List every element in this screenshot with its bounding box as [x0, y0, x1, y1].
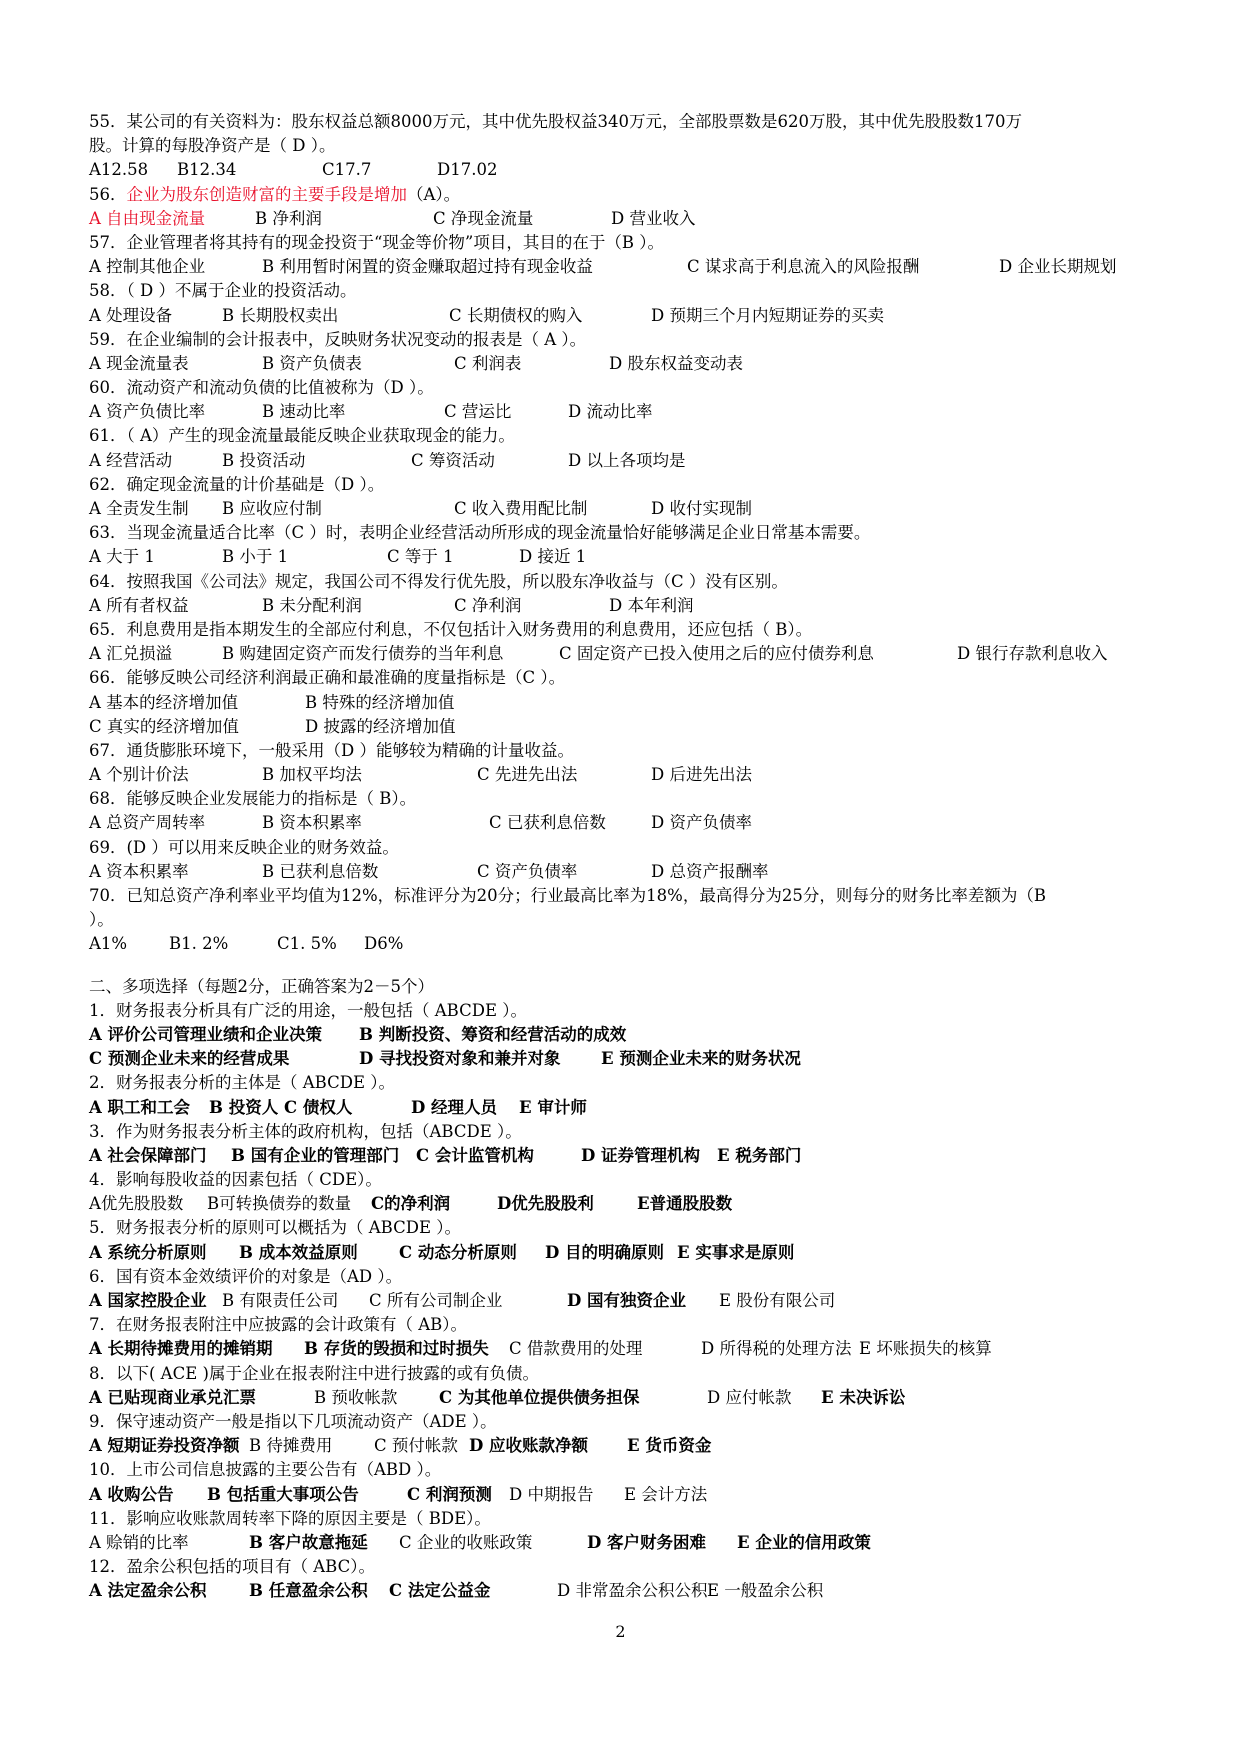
- text-segment: C 所有公司制企业: [369, 1291, 503, 1310]
- text-line: [89, 279, 1169, 303]
- text-segment: C 先进先出法: [477, 765, 578, 785]
- text-line: [89, 1192, 1169, 1216]
- text-segment: B 小于 1: [222, 547, 289, 567]
- text-segment: D 证券管理机构: [581, 1145, 701, 1165]
- text-segment: B 利用暂时闲置的资金赚取超过持有现金收益: [262, 257, 593, 277]
- text-segment: A 处理设备: [89, 305, 173, 325]
- text-segment: B 长期股权卖出: [222, 305, 339, 325]
- text-segment: D 流动比率: [568, 402, 653, 422]
- text-segment: 5．财务报表分析的原则可以概括为（ ABCDE ）。: [89, 1218, 461, 1238]
- text-segment: B可转换债券的数量: [207, 1194, 352, 1214]
- text-line: [89, 545, 1169, 569]
- text-line: [89, 618, 1169, 642]
- text-line: [89, 376, 1169, 400]
- text-line: [89, 932, 1169, 956]
- text-line: [89, 1362, 1169, 1386]
- text-line: [89, 207, 1169, 231]
- text-segment: B 净利润: [255, 208, 322, 228]
- text-segment: E 股份有限公司: [719, 1291, 836, 1310]
- text-line: [89, 1483, 1169, 1507]
- text-line: [89, 183, 1169, 207]
- text-segment: E 税务部门: [717, 1145, 802, 1165]
- text-line: [89, 328, 1169, 352]
- text-segment: 股。计算的每股净资产是（ D ）。: [89, 136, 336, 156]
- text-line: [89, 763, 1169, 787]
- text-segment: E 货币资金: [627, 1436, 712, 1456]
- text-segment: E 企业的信用政策: [737, 1532, 871, 1552]
- text-segment: B 预收帐款: [314, 1387, 398, 1407]
- text-line: [89, 975, 1169, 999]
- text-line: [89, 666, 1169, 690]
- text-segment: B 速动比率: [262, 402, 346, 422]
- text-segment: A 系统分析原则: [89, 1242, 207, 1262]
- text-segment: 58．（ D ）不属于企业的投资活动。: [89, 281, 357, 301]
- text-line: [89, 1241, 1169, 1265]
- text-segment: A 基本的经济增加值: [89, 692, 239, 712]
- text-segment: B 加权平均法: [262, 765, 362, 785]
- text-segment: A 国家控股企业: [89, 1291, 207, 1310]
- text-line: [89, 570, 1169, 594]
- text-line: [89, 811, 1169, 835]
- text-segment: A 收购公告: [89, 1484, 174, 1504]
- text-segment: A1%: [89, 934, 128, 954]
- text-segment: D 总资产报酬率: [651, 861, 769, 881]
- text-line: [89, 1386, 1169, 1410]
- text-line: [89, 908, 1169, 932]
- text-segment: B 投资人: [209, 1097, 279, 1117]
- text-segment: ）。: [89, 910, 114, 930]
- document-body: [89, 110, 1169, 1603]
- text-line: [89, 884, 1169, 908]
- text-segment: C 长期债权的购入: [449, 305, 583, 325]
- text-segment: D优先股股利: [497, 1194, 594, 1214]
- text-segment: 66．能够反映公司经济利润最正确和最准确的度量指标是（C ）。: [89, 668, 566, 688]
- text-segment: C 利润预测: [407, 1484, 492, 1504]
- text-segment: D17.02: [437, 160, 498, 180]
- text-segment: C 借款费用的处理: [509, 1339, 643, 1359]
- text-segment: 8．以下( ACE )属于企业在报表附注中进行披露的或有负债。: [89, 1363, 539, 1383]
- text-line: [89, 255, 1169, 279]
- text-segment: B 资本积累率: [262, 813, 362, 833]
- text-segment: B 待摊费用: [249, 1436, 333, 1456]
- text-line: [89, 1337, 1169, 1361]
- text-segment: B 购建固定资产而发行债券的当年利息: [222, 644, 504, 664]
- text-segment: 自由现金流量: [106, 208, 206, 228]
- text-segment: D 营业收入: [611, 208, 696, 228]
- text-segment: D 资产负债率: [651, 813, 752, 833]
- text-segment: D 所得税的处理方法: [701, 1339, 852, 1359]
- text-segment: E 实事求是原则: [677, 1242, 795, 1262]
- text-segment: 9．保守速动资产一般是指以下几项流动资产（ADE ）。: [89, 1411, 497, 1431]
- text-segment: 60．流动资产和流动负债的比值被称为（D ）。: [89, 378, 434, 398]
- text-segment: A 控制其他企业: [89, 257, 206, 277]
- text-segment: A 资本积累率: [89, 861, 189, 881]
- text-segment: D 预期三个月内短期证券的买卖: [651, 305, 884, 325]
- text-segment: C17.7: [322, 160, 372, 180]
- text-segment: C1. 5%: [277, 934, 337, 954]
- text-segment: C 营运比: [444, 402, 512, 422]
- text-line: [89, 860, 1169, 884]
- text-line: [89, 449, 1169, 473]
- text-line: [89, 1216, 1169, 1240]
- text-segment: D 后进先出法: [651, 765, 752, 785]
- text-line: [89, 1507, 1169, 1531]
- text-segment: B 应收应付制: [222, 499, 322, 518]
- text-segment: A 总资产周转率: [89, 813, 206, 833]
- text-line: [89, 424, 1169, 448]
- text-line: [89, 1531, 1169, 1555]
- text-segment: A 所有者权益: [89, 595, 189, 615]
- text-segment: C 动态分析原则: [399, 1242, 517, 1262]
- text-segment: A 个别计价法: [89, 765, 189, 785]
- text-segment: 57．企业管理者将其持有的现金投资于“现金等价物”项目，其目的在于（B ）。: [89, 232, 664, 252]
- text-segment: E 坏账损失的核算: [859, 1339, 992, 1359]
- text-segment: B 投资活动: [222, 450, 306, 470]
- text-line: [89, 1579, 1169, 1603]
- text-line: [89, 1096, 1169, 1120]
- text-line: [89, 1144, 1169, 1168]
- text-line: [89, 400, 1169, 424]
- text-segment: D 披露的经济增加值: [305, 716, 456, 736]
- text-segment: 企业为股东创造财富的主要手段是增加: [126, 184, 407, 204]
- text-segment: 67．通货膨胀环境下，一般采用（D ）能够较为精确的计量收益。: [89, 740, 574, 760]
- text-line: [89, 999, 1169, 1023]
- text-line: [89, 1168, 1169, 1192]
- text-line: [89, 352, 1169, 376]
- text-segment: C 法定公益金: [389, 1581, 491, 1601]
- text-segment: 69．(D ）可以用来反映企业的财务效益。: [89, 837, 399, 857]
- text-segment: A 全责发生制: [89, 499, 189, 518]
- text-line: [89, 1023, 1169, 1047]
- text-segment: A 长期待摊费用的摊销期: [89, 1339, 273, 1359]
- text-line: [89, 1458, 1169, 1482]
- text-segment: C 谋求高于利息流入的风险报酬: [687, 257, 920, 277]
- text-segment: D 国有独资企业: [567, 1291, 687, 1310]
- text-segment: A 资产负债比率: [89, 402, 206, 422]
- text-segment: C 净现金流量: [433, 208, 534, 228]
- text-line: [89, 1434, 1169, 1458]
- text-segment: 59．在企业编制的会计报表中，反映财务状况变动的报表是（ A ）。: [89, 329, 587, 349]
- text-segment: C 固定资产已投入使用之后的应付债券利息: [559, 644, 874, 664]
- text-segment: B 特殊的经济增加值: [305, 692, 455, 712]
- text-segment: 1．财务报表分析具有广泛的用途，一般包括（ ABCDE ）。: [89, 1000, 527, 1020]
- text-segment: A优先股股数: [89, 1194, 184, 1214]
- text-segment: E 预测企业未来的财务状况: [601, 1049, 801, 1069]
- text-segment: C 为其他单位提供债务担保: [439, 1387, 640, 1407]
- text-segment: A 已贴现商业承兑汇票: [89, 1387, 257, 1407]
- text-segment: 64．按照我国《公司法》规定，我国公司不得发行优先股，所以股东净收益与（C ）没有区别。: [89, 571, 788, 591]
- text-segment: D 收付实现制: [651, 499, 752, 518]
- text-segment: A 赊销的比率: [89, 1532, 189, 1552]
- text-line: [89, 787, 1169, 811]
- text-segment: C的净利润: [371, 1194, 451, 1214]
- text-segment: B 资产负债表: [262, 353, 362, 373]
- text-segment: D 企业长期规划: [999, 257, 1117, 277]
- text-segment: D 银行存款利息收入: [957, 644, 1108, 664]
- text-segment: C 债权人: [284, 1097, 353, 1117]
- text-segment: C 预付帐款: [374, 1436, 458, 1456]
- text-line: [89, 1071, 1169, 1095]
- text-segment: B 存货的毁损和过时损失: [304, 1339, 489, 1359]
- text-segment: 61．（ A）产生的现金流量最能反映企业获取现金的能力。: [89, 426, 515, 446]
- text-segment: B 任意盈余公积: [249, 1581, 368, 1601]
- text-segment: C 收入费用配比制: [454, 499, 588, 518]
- text-segment: 63．当现金流量适合比率（C ）时，表明企业经营活动所形成的现金流量恰好能够满足企业日常基本需要。: [89, 523, 871, 543]
- text-segment: 68．能够反映企业发展能力的指标是（ B）。: [89, 789, 417, 809]
- text-line: [89, 642, 1169, 666]
- page-number: 2: [615, 1622, 626, 1641]
- text-segment: A 经营活动: [89, 450, 173, 470]
- text-segment: B12.34: [177, 160, 237, 180]
- text-segment: D 接近 1: [519, 547, 587, 567]
- text-line: [89, 836, 1169, 860]
- text-line: [89, 1410, 1169, 1434]
- text-segment: D6%: [364, 934, 404, 954]
- text-segment: C 净利润: [454, 595, 522, 615]
- text-line: [89, 594, 1169, 618]
- text-segment: C 等于 1: [387, 547, 454, 567]
- text-segment: A 评价公司管理业绩和企业决策: [89, 1024, 323, 1044]
- text-segment: D 应收账款净额: [469, 1436, 589, 1456]
- text-segment: 12．盈余公积包括的项目有（ ABC）。: [89, 1557, 375, 1577]
- text-segment: B 成本效益原则: [239, 1242, 358, 1262]
- text-segment: E 一般盈余公积: [707, 1581, 824, 1601]
- text-segment: B 包括重大事项公告: [207, 1484, 359, 1504]
- text-segment: 2．财务报表分析的主体是（ ABCDE ）。: [89, 1073, 395, 1093]
- text-segment: A 社会保障部门: [89, 1145, 207, 1165]
- text-line: [89, 691, 1169, 715]
- text-segment: 3．作为财务报表分析主体的政府机构，包括（ABCDE ）。: [89, 1121, 522, 1141]
- text-segment: C 资产负债率: [477, 861, 578, 881]
- text-segment: E普通股股数: [637, 1194, 733, 1214]
- text-segment: A12.58: [89, 160, 149, 180]
- text-segment: 11．影响应收账款周转率下降的原因主要是（ BDE）。: [89, 1508, 491, 1528]
- text-segment: A 现金流量表: [89, 353, 189, 373]
- text-segment: 56．: [89, 184, 127, 204]
- text-segment: C 真实的经济增加值: [89, 716, 239, 736]
- text-segment: 62．确定现金流量的计价基础是（D ）。: [89, 474, 385, 494]
- text-line: [89, 473, 1169, 497]
- text-segment: D 以上各项均是: [568, 450, 686, 470]
- text-segment: B 已获利息倍数: [262, 861, 379, 881]
- text-segment: A 职工和工会: [89, 1097, 191, 1117]
- text-segment: D 经理人员: [411, 1097, 498, 1117]
- text-segment: D 应付帐款: [707, 1387, 792, 1407]
- text-segment: A 法定盈余公积: [89, 1581, 207, 1601]
- text-segment: D 股东权益变动表: [609, 353, 743, 373]
- text-line: [89, 1120, 1169, 1144]
- text-segment: C 利润表: [454, 353, 522, 373]
- text-segment: 4．影响每股收益的因素包括（ CDE）。: [89, 1170, 382, 1190]
- text-segment: 6．国有资本金效绩评价的对象是（AD ）。: [89, 1266, 403, 1286]
- text-segment: B1. 2%: [169, 934, 229, 954]
- text-segment: B 有限责任公司: [222, 1291, 339, 1310]
- text-segment: 70．已知总资产净利率业平均值为12%，标准评分为20分；行业最高比率为18%，最高得分为25分，则每分的财务比率差额为（B: [89, 886, 1046, 905]
- text-line: [89, 1265, 1169, 1289]
- text-segment: E 未决诉讼: [821, 1387, 906, 1407]
- text-line: [89, 231, 1169, 255]
- text-segment: B 判断投资、筹资和经营活动的成效: [359, 1024, 627, 1044]
- text-line: [89, 110, 1169, 134]
- text-segment: D 本年利润: [609, 595, 694, 615]
- text-segment: D 非常盈余公积公积: [557, 1581, 708, 1601]
- text-segment: E 审计师: [519, 1097, 587, 1117]
- text-segment: D 目的明确原则: [545, 1242, 665, 1262]
- text-segment: E 会计方法: [624, 1484, 708, 1504]
- text-line: [89, 521, 1169, 545]
- text-segment: C 企业的收账政策: [399, 1532, 533, 1552]
- text-segment: A: [89, 208, 107, 228]
- text-segment: B 客户故意拖延: [249, 1532, 368, 1552]
- text-line: [89, 497, 1169, 521]
- text-segment: 10．上市公司信息披露的主要公告有（ABD ）。: [89, 1460, 442, 1480]
- text-segment: 7．在财务报表附注中应披露的会计政策有（ AB）。: [89, 1315, 468, 1335]
- text-line: [89, 158, 1169, 182]
- text-segment: 55．某公司的有关资料为：股东权益总额8000万元，其中优先股权益340万元，全部股票数是620万股，其中优先股股数170万: [89, 112, 1022, 131]
- text-segment: B 未分配利润: [262, 595, 362, 615]
- text-line: [89, 134, 1169, 158]
- text-line: [89, 1289, 1169, 1313]
- text-line: [89, 1555, 1169, 1579]
- text-segment: B 国有企业的管理部门: [231, 1145, 400, 1165]
- text-line: [89, 739, 1169, 763]
- text-segment: C 已获利息倍数: [489, 813, 606, 833]
- text-segment: A 汇兑损溢: [89, 644, 173, 664]
- text-segment: C 会计监管机构: [416, 1145, 534, 1165]
- text-segment: A 大于 1: [89, 547, 155, 567]
- text-segment: 二、多项选择（每题2分，正确答案为2－5个）: [89, 976, 434, 996]
- text-line: [89, 1313, 1169, 1337]
- text-line: [89, 1047, 1169, 1071]
- text-line: [89, 715, 1169, 739]
- text-segment: C 预测企业未来的经营成果: [89, 1049, 290, 1069]
- text-segment: （A）。: [407, 184, 461, 204]
- text-segment: 65．利息费用是指本期发生的全部应付利息，不仅包括计入财务费用的利息费用，还应包括（ B）。: [89, 619, 813, 639]
- text-segment: D 寻找投资对象和兼并对象: [359, 1049, 561, 1069]
- text-segment: D 中期报告: [509, 1484, 594, 1504]
- text-segment: C 筹资活动: [411, 450, 495, 470]
- text-line: [89, 304, 1169, 328]
- text-segment: A 短期证券投资净额: [89, 1436, 240, 1456]
- text-segment: D 客户财务困难: [587, 1532, 707, 1552]
